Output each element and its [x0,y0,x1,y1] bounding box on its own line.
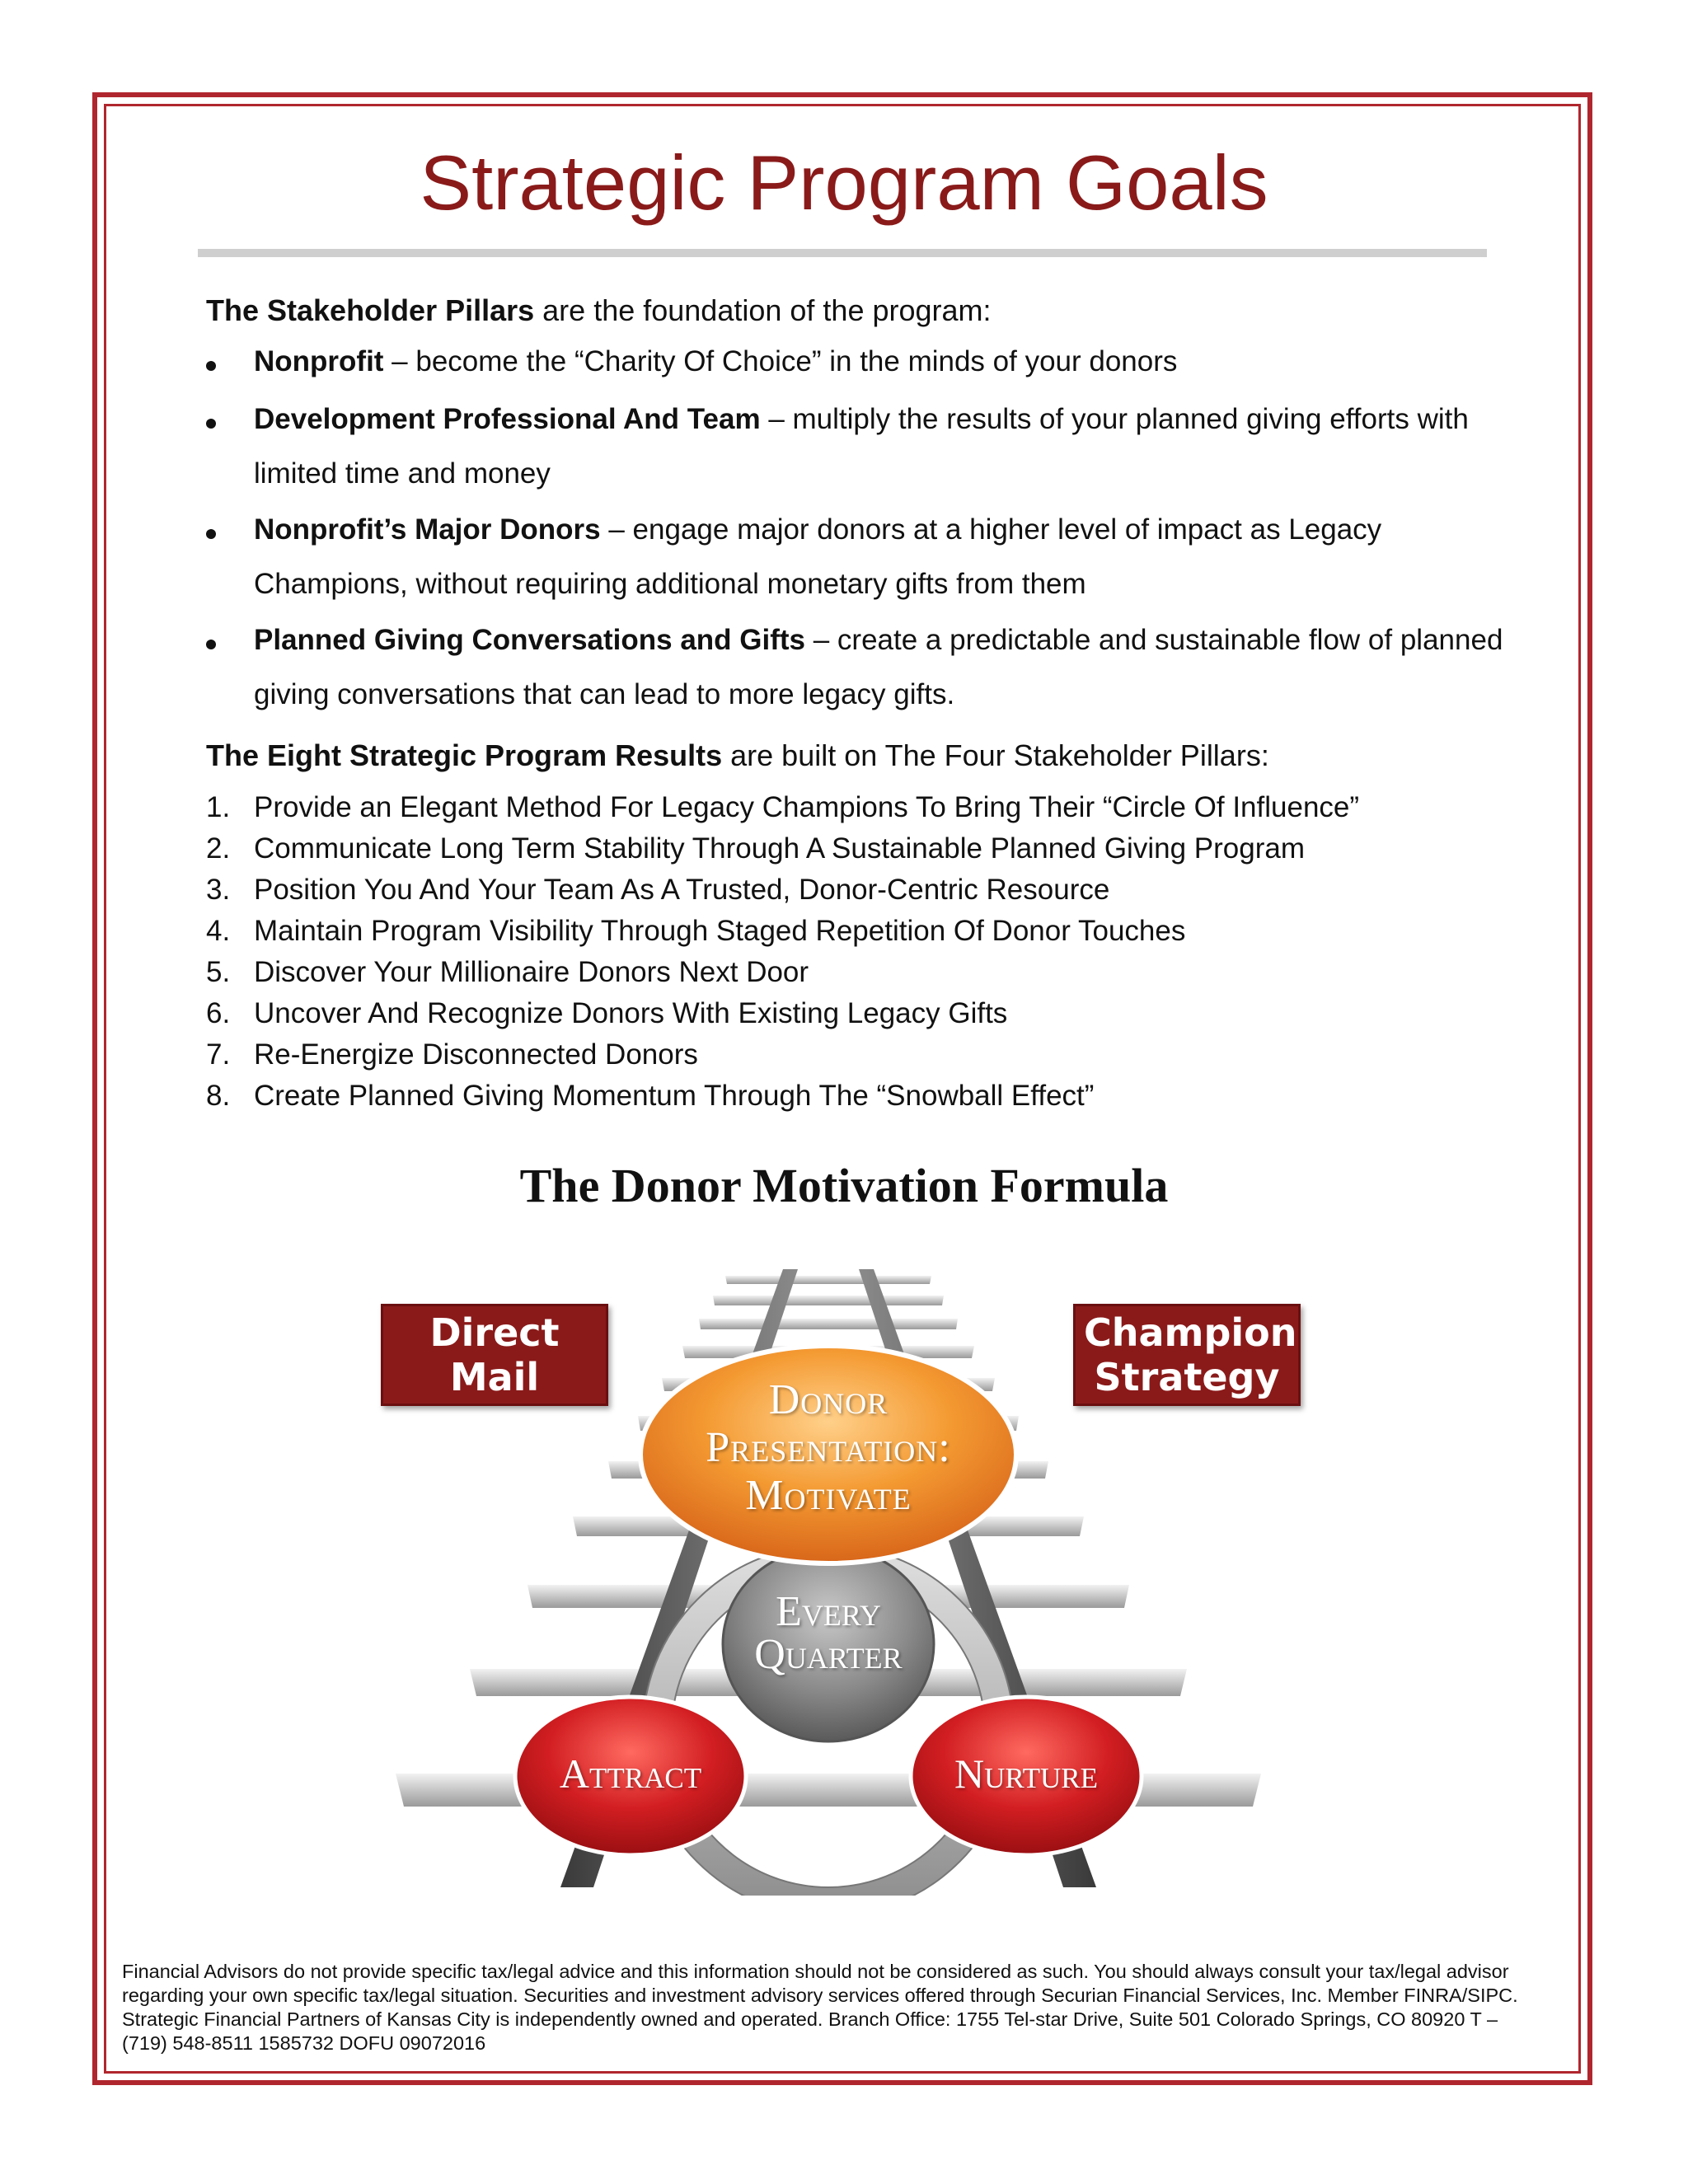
pillars-intro-bold: The Stakeholder Pillars [206,293,535,327]
result-number: 2. [206,832,231,865]
result-text: Communicate Long Term Stability Through A Sustainable Planned Giving Program [254,832,1305,865]
every-line: Every [776,1588,881,1635]
pillar-bold: Development Professional And Team [254,403,761,435]
pillar-text: – engage major donors at a higher level of impact as Legacy Champions, without requiring additional monetary gifts from them [254,513,1382,600]
result-text: Maintain Program Visibility Through Staged Repetition Of Donor Touches [254,915,1186,947]
attract-label: Attract [559,1750,702,1797]
result-number: 7. [206,1038,231,1071]
pillar-text: – become the “Charity Of Choice” in the minds of your donors [383,345,1178,377]
result-number: 8. [206,1080,231,1112]
bullet-dot [206,361,216,371]
result-number: 5. [206,956,231,988]
formula-title: The Donor Motivation Formula [519,1159,1169,1212]
result-text: Re-Energize Disconnected Donors [254,1038,698,1071]
pillar-bold: Nonprofit’s Major Donors [254,513,601,546]
pillar-text: – multiply the results of your planned giving efforts with limited time and money [254,403,1469,490]
result-text: Discover Your Millionaire Donors Next Door [254,956,809,988]
result-text: Position You And Your Team As A Trusted, Donor-Centric Resource [254,874,1110,906]
pillar-bold: Nonprofit [254,345,384,377]
result-text: Provide an Elegant Method For Legacy Champions To Bring Their “Circle Of Influence” [254,791,1360,823]
pillar-bold: Planned Giving Conversations and Gifts [254,624,805,656]
pillars-intro-rest: are the foundation of the program: [534,293,992,327]
direct-mail-box [381,1304,608,1406]
result-number: 6. [206,997,231,1029]
donor-presentation-text [647,1376,1010,1520]
results-intro-bold: The Eight Strategic Program Results [206,738,723,772]
champion-strategy-label: Champion Strategy [1084,1310,1297,1399]
result-number: 4. [206,915,231,947]
page-title: Strategic Program Goals [420,139,1268,226]
bullet-dot [206,419,216,429]
every-quarter-text [705,1588,952,1678]
result-number: 3. [206,874,231,906]
title-divider [198,249,1487,257]
result-text: Uncover And Recognize Donors With Existing Legacy Gifts [254,997,1008,1029]
motivate-line: Motivate [745,1472,912,1519]
result-number: 1. [206,791,231,823]
champion-strategy-box [1073,1304,1301,1406]
result-text: Create Planned Giving Momentum Through The “Snowball Effect” [254,1080,1095,1112]
quarter-line: Quarter [754,1631,903,1678]
direct-mail-label: Direct Mail [429,1310,560,1399]
nurture-label: Nurture [954,1750,1098,1797]
results-intro-rest: are built on The Four Stakeholder Pillars: [722,738,1269,772]
bullet-dot [206,529,216,539]
donor-line: Donor [768,1376,889,1423]
results-intro [206,738,1269,773]
bullet-dot [206,640,216,649]
pillar-text: – create a predictable and sustainable flow of planned giving conversations that can lead to more legacy gifts. [254,624,1503,710]
presentation-line: Presentation: [706,1424,951,1471]
pillars-intro [206,293,992,328]
legal-disclaimer: Financial Advisors do not provide specific tax/legal advice and this information should not be considered as such. You should always consult your tax/legal advisor regarding your own specific tax/legal situation. Securities and investment advisory services offered through Securian Financial Services, Inc. Member FINRA/SIPC. Strategic Financial Partners of Kansas City is independently owned and operated. Branch Office: 1755 Tel-star Drive, Suite 501 Colorado Springs, CO 80920 T – (719) 548-8511 1585732 DOFU 09072016 [122,1961,1518,2054]
